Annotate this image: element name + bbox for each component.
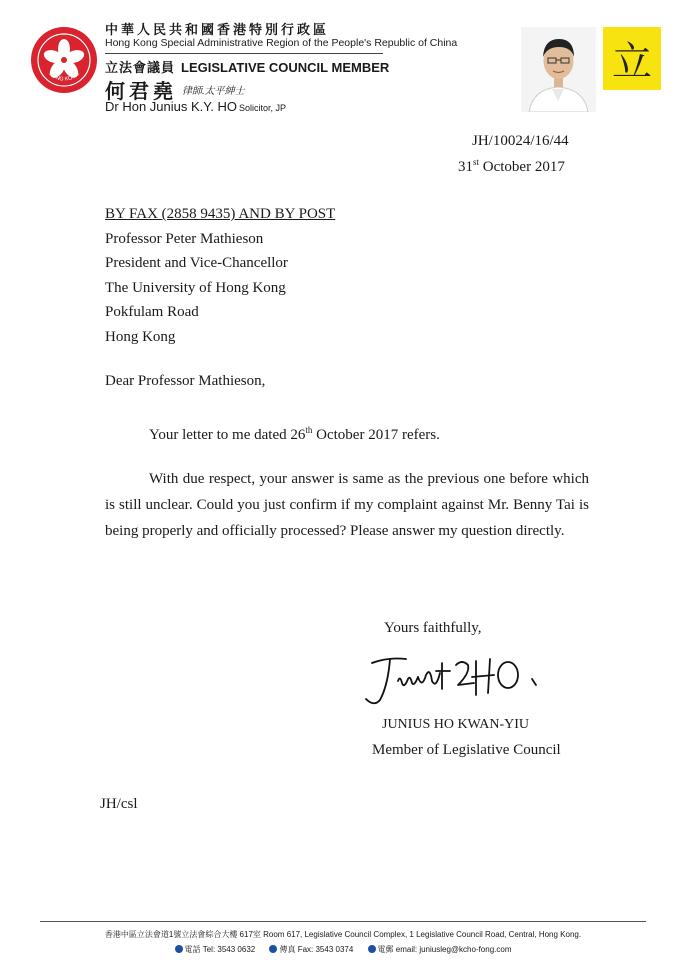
- footer-email: [368, 945, 512, 954]
- council-title-chinese: 立法會議員: [105, 60, 176, 75]
- para1-sup: th: [305, 425, 313, 435]
- party-logo-text: 立: [612, 39, 652, 84]
- signer-name: JUNIUS HO KWAN-YIU: [382, 717, 529, 732]
- party-logo: [603, 27, 661, 90]
- signature-image: [358, 645, 558, 710]
- footer-fax-text: 傳真 Fax: 3543 0374: [279, 945, 354, 954]
- email-icon: [368, 945, 376, 953]
- government-title-chinese: 中華人民共和國香港特別行政區: [105, 22, 330, 37]
- reference-initials: JH/csl: [100, 796, 138, 812]
- date-suffix: st: [473, 157, 480, 167]
- para1-before: Your letter to me dated 26: [149, 427, 306, 443]
- footer-tel-text: 電話 Tel: 3543 0632: [184, 945, 256, 954]
- member-portrait-image: [521, 27, 596, 112]
- footer-email-text: 電郵 email: juniusleg@kcho-fong.com: [377, 945, 512, 954]
- para1-after: October 2017 refers.: [312, 427, 440, 443]
- member-name-english: [105, 99, 286, 114]
- council-title-english: LEGISLATIVE COUNCIL MEMBER: [181, 60, 390, 75]
- delivery-method: BY FAX (2858 9435) AND BY POST: [105, 206, 336, 222]
- government-title-english: Hong Kong Special Administrative Region of the People's Republic of China: [105, 37, 458, 49]
- signer-role: Member of Legislative Council: [372, 742, 561, 758]
- body-paragraph-1: [105, 422, 589, 448]
- footer-contacts: [0, 944, 686, 955]
- footer-divider: [40, 921, 646, 922]
- date-day: 31: [458, 159, 473, 175]
- member-name-chinese: 何君堯: [105, 81, 177, 103]
- member-title-chinese: 律師.太平紳士: [182, 86, 245, 97]
- reference-number: JH/10024/16/44: [472, 133, 569, 149]
- recipient-line: Hong Kong: [105, 329, 176, 345]
- recipient-line: Professor Peter Mathieson: [105, 231, 264, 247]
- recipient-line: The University of Hong Kong: [105, 280, 286, 296]
- hksar-emblem-icon: [30, 26, 98, 94]
- phone-icon: [175, 945, 183, 953]
- member-name-english-text: Dr Hon Junius K.Y. HO: [105, 99, 237, 114]
- footer-fax: [269, 945, 353, 954]
- closing: Yours faithfully,: [384, 620, 482, 636]
- body-paragraph-2: With due respect, your answer is same as the previous one before which is still unclear. Could you just confirm if my complaint against Mr. Benny Tai is being properly and officially processed? Please answer my question directly.: [105, 471, 589, 539]
- footer-tel: [175, 945, 256, 954]
- emblem-text: HONG KONG: [47, 70, 81, 83]
- member-title-english: Solicitor, JP: [238, 103, 287, 113]
- salutation: Dear Professor Mathieson,: [105, 373, 266, 389]
- recipient-line: Pokfulam Road: [105, 304, 199, 320]
- fax-icon: [269, 945, 277, 953]
- header-divider: [105, 53, 383, 54]
- date-rest: October 2017: [479, 159, 565, 175]
- footer-address: 香港中區立法會道1號立法會綜合大樓 617室 Room 617, Legislative Council Complex, 1 Legislative Council Road, Central, Hong Kong.: [104, 930, 582, 939]
- council-member-title: [105, 57, 389, 76]
- letter-date: [458, 157, 565, 176]
- recipient-line: President and Vice-Chancellor: [105, 255, 288, 271]
